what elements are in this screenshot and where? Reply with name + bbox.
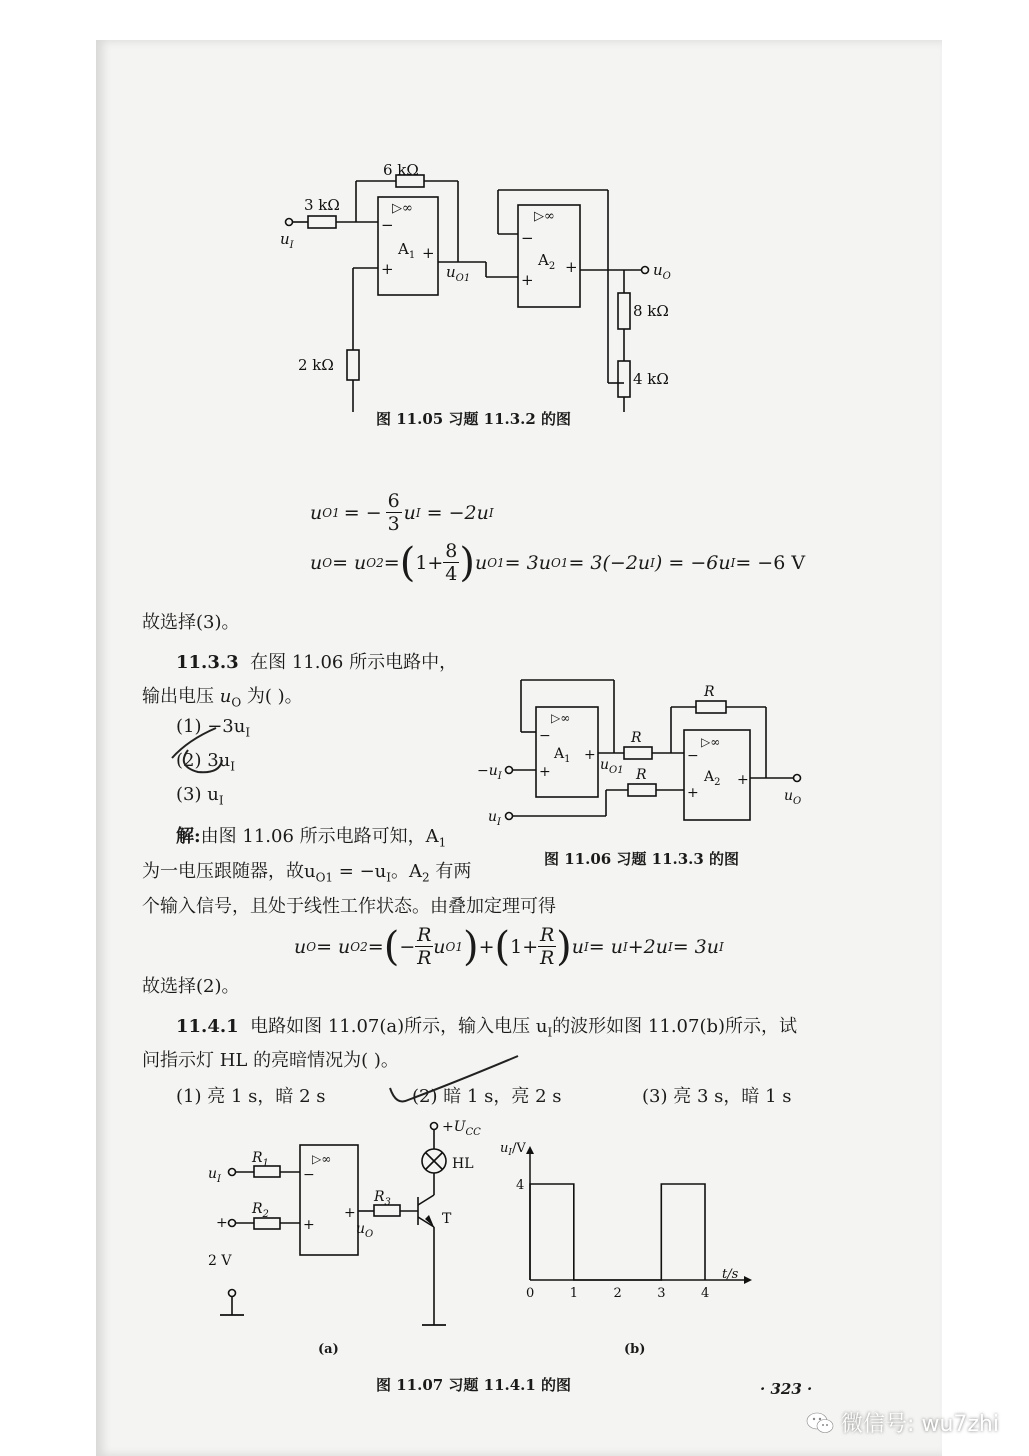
solution-line1: 解:由图 11.06 所示电路可知，$A_1$ xyxy=(176,826,447,850)
label-a1-06: $A_1$ xyxy=(554,746,571,765)
option-1: $(1) -3u_I$ xyxy=(176,716,251,740)
caption-fig-11-06: 图 11.06 习题 11.3.3 的图 xyxy=(544,850,740,868)
handwritten-check-mark xyxy=(168,720,248,780)
label-r-feedback: R xyxy=(704,684,715,700)
a1-out-plus: + xyxy=(422,244,435,262)
book-page xyxy=(96,40,942,1456)
a-07-plus: + xyxy=(303,1217,315,1233)
question-11-3-3-line1: 11.3.3 在图 11.06 所示电路中， xyxy=(176,652,458,673)
option-11-4-1-3: (3) 亮 3 s，暗 1 s xyxy=(642,1086,792,1107)
sub-caption-b: (b) xyxy=(624,1342,646,1357)
a1-06-plus: + xyxy=(539,764,551,780)
figure-11-07a xyxy=(206,1115,506,1335)
equation-2: u O = u O2 = ( 1+ $\frac{8}{4}$ ) u O1 = 3u O1 = 3(−2u I ) = −6u I = −6 V xyxy=(310,539,806,586)
y-tick-label-4: 4 xyxy=(516,1178,525,1193)
label-uo1-06: $u_{O1}$ xyxy=(600,757,624,776)
label-transistor-t: T xyxy=(442,1211,452,1227)
chart-xlabel: t/s xyxy=(722,1267,739,1282)
solution-line3: 个输入信号，且处于线性工作状态。由叠加定理可得 xyxy=(142,896,556,917)
wechat-id-text: 微信号: wu7zhi xyxy=(841,1412,999,1437)
label-ui-06: $u_I$ xyxy=(488,809,501,828)
x-tick-label-0: 0 xyxy=(526,1286,535,1300)
option-3: (3) $u_I$ xyxy=(176,784,224,808)
series-line-ui xyxy=(530,1184,705,1280)
opamp-symbol-a1-06: ▷∞ xyxy=(551,711,571,725)
sub-caption-a: (a) xyxy=(318,1342,339,1357)
label-a1: $A_1$ xyxy=(398,240,416,261)
option-2: (2) $3u_I$ xyxy=(176,750,236,774)
label-6k: 6 kΩ xyxy=(383,161,419,179)
option-11-4-1-1: (1) 亮 1 s，暗 2 s xyxy=(176,1086,326,1107)
figure-11-06 xyxy=(476,640,826,830)
opamp-symbol-07: ▷∞ xyxy=(312,1152,332,1166)
label-hl: HL xyxy=(452,1156,474,1172)
a2-minus: − xyxy=(521,229,534,247)
figure-11-07b-chart xyxy=(494,1140,754,1300)
answer-11-3-3: 故选择(2)。 xyxy=(142,976,240,997)
a1-plus: + xyxy=(381,260,394,278)
label-r-in1: R xyxy=(631,730,642,746)
label-r-in2: R xyxy=(636,767,647,783)
label-neg-ui: $-u_I$ xyxy=(477,763,502,782)
caption-fig-11-05: 图 11.05 习题 11.3.2 的图 xyxy=(376,410,572,428)
caption-fig-11-07: 图 11.07 习题 11.4.1 的图 xyxy=(376,1376,572,1394)
option-11-4-1-2: (2) 暗 1 s，亮 2 s xyxy=(412,1086,562,1107)
label-r3: $R_3$ xyxy=(374,1189,391,1208)
label-r1: $R_1$ xyxy=(252,1150,269,1169)
page-number: · 323 · xyxy=(760,1380,813,1398)
label-a2-06: $A_2$ xyxy=(704,769,721,788)
label-uo: $u_O$ xyxy=(653,261,671,282)
answer-11-3-2: 故选择(3)。 xyxy=(142,612,240,633)
label-8k: 8 kΩ xyxy=(633,302,669,320)
label-uo-07: $u_O$ xyxy=(356,1221,374,1240)
opamp-symbol-a1: ▷∞ xyxy=(392,201,413,216)
label-a2: $A_2$ xyxy=(538,251,556,272)
x-axis-arrow xyxy=(744,1276,752,1284)
wechat-watermark xyxy=(805,1407,999,1438)
y-axis-arrow xyxy=(526,1146,534,1154)
x-tick-label-1: 1 xyxy=(569,1286,579,1300)
a-07-out-plus: + xyxy=(344,1205,356,1221)
a1-06-out-plus: + xyxy=(584,747,596,763)
a2-06-out-plus: + xyxy=(737,772,749,788)
opamp-symbol-a2: ▷∞ xyxy=(534,209,555,224)
opamp-symbol-a2-06: ▷∞ xyxy=(701,735,721,749)
equation-3: u O = u O2 = ( − $\frac{R}{R}$ u O1 ) + ( 1+ $\frac{R}{R}$ ) u I = u I +2u I = 3u I xyxy=(294,923,724,970)
solution-line2: 为一电压跟随器，故$u_{O1} = -u_I$。$A_2$ 有两 xyxy=(142,861,472,885)
label-ui-07: $u_I$ xyxy=(208,1166,221,1185)
a-07-minus: − xyxy=(303,1167,315,1183)
chart-ylabel: $u_I/V$ xyxy=(500,1141,526,1158)
equation-1: u O1 = − $\frac{6}{3}$ u I = −2u I xyxy=(310,490,494,535)
label-ui: $u_I$ xyxy=(280,230,294,251)
a1-minus: − xyxy=(381,216,394,234)
label-4k: 4 kΩ xyxy=(633,370,669,388)
label-3k: 3 kΩ xyxy=(304,196,340,214)
label-uo-06: $u_O$ xyxy=(784,788,802,807)
label-plus-input: + xyxy=(216,1215,228,1231)
x-tick-label-2: 2 xyxy=(613,1286,622,1300)
a2-out-plus: + xyxy=(565,258,578,276)
question-11-4-1-line1: 11.4.1 电路如图 11.07(a)所示，输入电压 $u_I$的波形如图 11.07(b)所示，试 xyxy=(176,1016,798,1040)
a2-plus: + xyxy=(521,271,534,289)
question-11-3-3-line2: 输出电压 $u_O$ 为( )。 xyxy=(142,686,303,710)
x-tick-label-3: 3 xyxy=(657,1286,666,1300)
a2-06-minus: − xyxy=(687,748,699,764)
question-11-4-1-line2: 问指示灯 HL 的亮暗情况为( )。 xyxy=(142,1050,399,1071)
label-r2: $R_2$ xyxy=(252,1201,269,1220)
a2-06-plus: + xyxy=(687,785,699,801)
label-2v: 2 V xyxy=(208,1253,232,1269)
handwritten-check-mark-2 xyxy=(386,1050,526,1110)
x-tick-label-4: 4 xyxy=(701,1286,710,1300)
label-ucc: $+U_{CC}$ xyxy=(442,1119,481,1138)
figure-11-05 xyxy=(276,140,716,412)
wechat-icon xyxy=(805,1410,835,1436)
label-uo1: $u_{O1}$ xyxy=(446,263,471,284)
a1-06-minus: − xyxy=(539,728,551,744)
label-2k: 2 kΩ xyxy=(298,356,334,374)
